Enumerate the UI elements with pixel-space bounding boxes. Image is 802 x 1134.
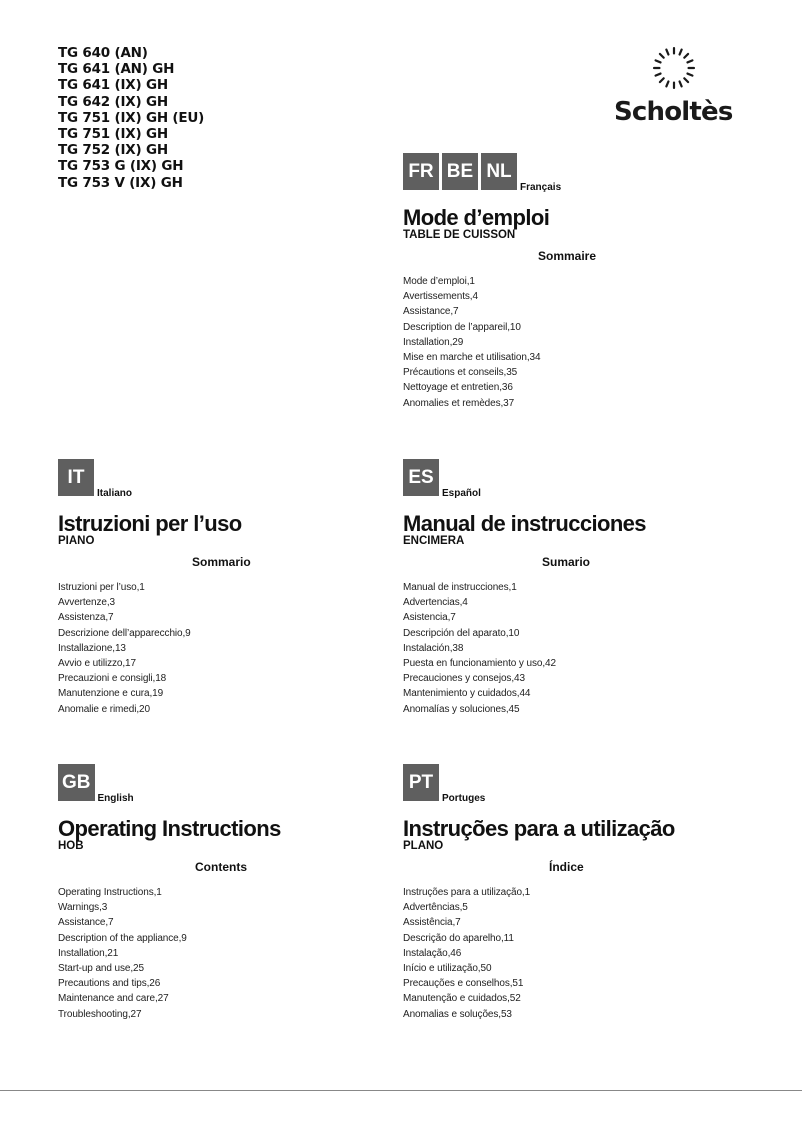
toc-item: Mise en marche et utilisation,34 xyxy=(403,352,541,364)
toc-item: Manutenzione e cura,19 xyxy=(58,688,164,700)
toc-item: Instruções para a utilização,1 xyxy=(403,887,531,898)
toc-item: Installation,29 xyxy=(403,336,464,348)
section-fr xyxy=(403,150,743,411)
model-list xyxy=(58,45,204,191)
toc-item: Installazione,13 xyxy=(58,642,126,654)
toc-item: Manutenção e cuidados,52 xyxy=(403,993,521,1005)
model-item: TG 751 (IX) GH (EU) xyxy=(58,109,205,126)
toc-item: Precauciones y consejos,43 xyxy=(403,673,525,685)
section-gb xyxy=(58,761,398,1022)
toc-item: Asistencia,7 xyxy=(403,612,456,624)
toc-item: Assistenza,7 xyxy=(58,612,114,624)
brand-name: Scholtès xyxy=(614,97,733,127)
section-it xyxy=(58,456,398,717)
table-of-contents xyxy=(403,580,743,717)
section-pt xyxy=(403,761,743,1022)
language-codes xyxy=(403,150,743,193)
toc-item: Warnings,3 xyxy=(58,902,108,914)
model-item: TG 640 (AN) xyxy=(58,45,148,61)
toc-item: Início e utilização,50 xyxy=(403,963,492,975)
toc-item: Start-up and use,25 xyxy=(58,963,144,975)
section-title: Manual de instrucciones xyxy=(403,511,646,536)
toc-item: Anomalie e rimedi,20 xyxy=(58,703,150,715)
toc-item: Descrição do aparelho,11 xyxy=(403,932,514,944)
toc-item: Puesta en funcionamiento y uso,42 xyxy=(403,658,556,670)
section-subtitle: PLANO xyxy=(403,840,444,852)
toc-item: Advertências,5 xyxy=(403,902,468,914)
language-codes xyxy=(58,456,398,499)
toc-item: Mode d’emploi,1 xyxy=(403,276,475,287)
toc-item: Precautions and tips,26 xyxy=(58,978,161,990)
model-item: TG 753 V (IX) GH xyxy=(58,174,183,191)
sun-burst-icon xyxy=(648,44,700,92)
table-of-contents xyxy=(58,580,398,717)
model-item: TG 642 (IX) GH xyxy=(58,93,168,110)
section-title: Operating Instructions xyxy=(58,816,281,841)
toc-item: Avertissements,4 xyxy=(403,291,478,303)
language-name: Français xyxy=(520,182,562,193)
language-codes xyxy=(58,761,398,804)
toc-item: Instalação,46 xyxy=(403,947,462,959)
language-name: English xyxy=(97,793,134,804)
toc-item: Descrizione dell’apparecchio,9 xyxy=(58,627,191,639)
toc-item: Manual de instrucciones,1 xyxy=(403,582,517,593)
toc-item: Nettoyage et entretien,36 xyxy=(403,382,513,394)
section-subtitle: HOB xyxy=(58,840,84,852)
lang-code-be: BE xyxy=(442,153,478,190)
section-subtitle: ENCIMERA xyxy=(403,535,465,547)
toc-heading: Índice xyxy=(549,860,584,874)
model-item: TG 753 G (IX) GH xyxy=(58,158,184,175)
toc-item: Mantenimiento y cuidados,44 xyxy=(403,688,531,700)
toc-heading: Sommaire xyxy=(538,249,597,263)
toc-item: Troubleshooting,27 xyxy=(58,1008,142,1020)
toc-item: Assistance,7 xyxy=(58,917,114,929)
toc-item: Anomalias e soluções,53 xyxy=(403,1008,512,1020)
footer-divider xyxy=(0,1090,802,1091)
section-title: Istruzioni per l’uso xyxy=(58,511,242,536)
section-subtitle: TABLE DE CUISSON xyxy=(403,229,516,241)
toc-item: Istruzioni per l’uso,1 xyxy=(58,582,145,593)
model-item: TG 752 (IX) GH xyxy=(58,142,168,159)
language-name: Portuges xyxy=(442,793,486,804)
toc-item: Description de l’appareil,10 xyxy=(403,321,521,333)
lang-code-fr: FR xyxy=(403,153,439,190)
lang-code-es: ES xyxy=(403,459,439,496)
section-subtitle: PIANO xyxy=(58,535,95,547)
toc-item: Precauzioni e consigli,18 xyxy=(58,673,167,685)
brand-logo xyxy=(612,44,737,134)
toc-heading: Sommario xyxy=(192,555,251,569)
table-of-contents xyxy=(403,274,743,411)
toc-item: Avvio e utilizzo,17 xyxy=(58,658,136,670)
toc-heading: Contents xyxy=(195,860,247,874)
toc-item: Avvertenze,3 xyxy=(58,597,115,609)
toc-item: Anomalías y soluciones,45 xyxy=(403,703,520,715)
toc-item: Maintenance and care,27 xyxy=(58,993,169,1005)
lang-code-nl: NL xyxy=(481,153,517,190)
lang-code-pt: PT xyxy=(403,764,439,801)
section-es xyxy=(403,456,743,717)
toc-item: Assistência,7 xyxy=(403,917,461,929)
toc-item: Assistance,7 xyxy=(403,306,459,318)
toc-item: Operating Instructions,1 xyxy=(58,887,162,898)
section-title: Instruções para a utilização xyxy=(403,816,675,841)
toc-heading: Sumario xyxy=(542,555,591,569)
model-item: TG 641 (AN) GH xyxy=(58,61,175,78)
language-codes xyxy=(403,761,743,804)
language-codes xyxy=(403,456,743,499)
section-title: Mode d’emploi xyxy=(403,205,550,230)
table-of-contents xyxy=(403,885,743,1022)
toc-item: Précautions et conseils,35 xyxy=(403,367,518,379)
lang-code-it: IT xyxy=(58,459,94,496)
toc-item: Anomalies et remèdes,37 xyxy=(403,397,515,409)
toc-item: Description of the appliance,9 xyxy=(58,932,187,944)
language-name: Italiano xyxy=(97,488,133,499)
toc-item: Advertencias,4 xyxy=(403,597,468,609)
toc-item: Descripción del aparato,10 xyxy=(403,627,520,639)
lang-code-gb: GB xyxy=(58,764,95,801)
language-name: Español xyxy=(442,488,481,499)
toc-item: Precauções e conselhos,51 xyxy=(403,978,524,990)
table-of-contents xyxy=(58,885,398,1022)
model-item: TG 751 (IX) GH xyxy=(58,126,168,143)
toc-item: Instalación,38 xyxy=(403,642,464,654)
toc-item: Installation,21 xyxy=(58,947,119,959)
model-item: TG 641 (IX) GH xyxy=(58,77,168,94)
